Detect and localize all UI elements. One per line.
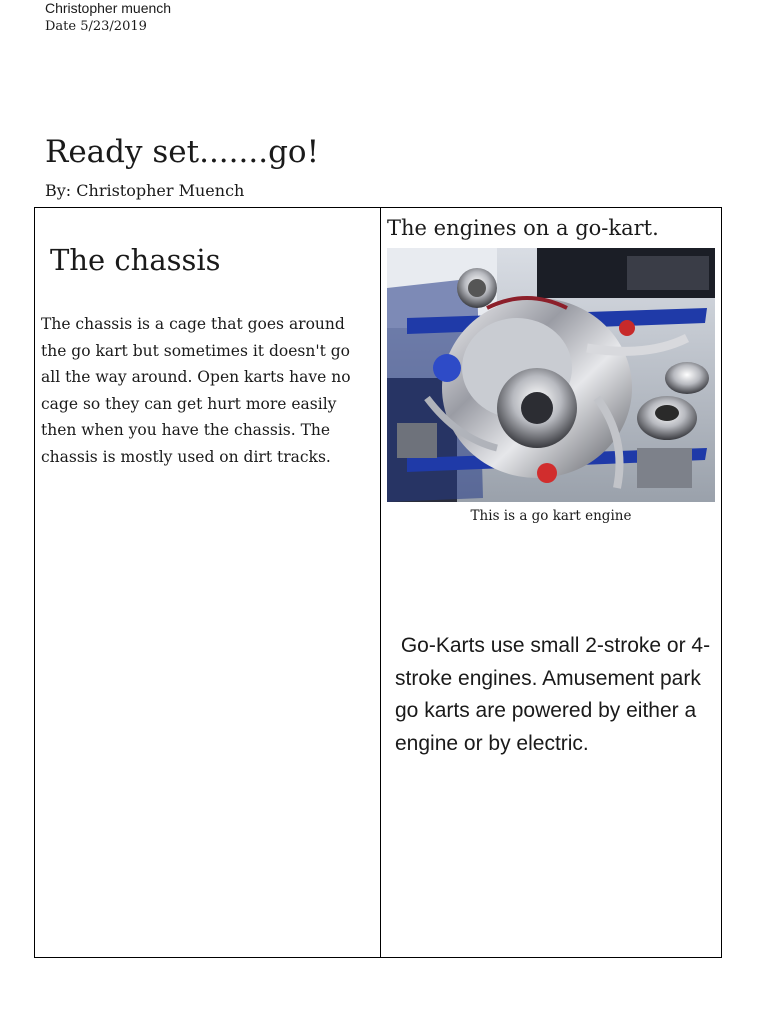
chassis-heading: The chassis [50, 243, 221, 277]
content-table [34, 207, 722, 958]
engines-paragraph: Go-Karts use small 2-stroke or 4-stroke engines. Amusement park go karts are powered by either a engine or by electric. [395, 634, 711, 755]
engines-cell [381, 208, 721, 957]
author-name: Christopher muench [45, 0, 172, 16]
image-caption: This is a go kart engine [470, 508, 632, 524]
chassis-cell [35, 208, 381, 957]
engine-photo [387, 248, 715, 502]
engines-heading: The engines on a go-kart. [387, 216, 659, 240]
date-line: Date 5/23/2019 [45, 19, 147, 34]
document-title: Ready set.......go! [45, 134, 320, 170]
byline: By: Christopher Muench [45, 181, 245, 200]
chassis-paragraph: The chassis is a cage that goes around the go kart but sometimes it doesn't go all the way around. Open karts have no cage so they can get hurt more easily then when you have the chassis. The chassis is mostly used on dirt tracks. [41, 315, 351, 466]
